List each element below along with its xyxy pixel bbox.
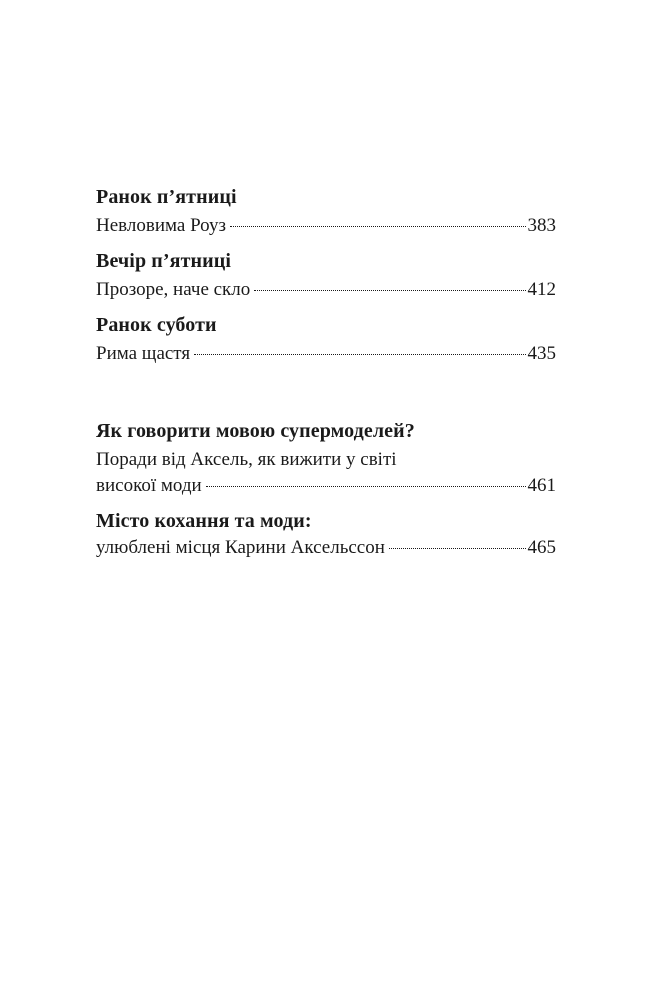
toc-entry[interactable] — [96, 213, 556, 239]
section-heading: Як говорити мовою супермоделей? — [96, 420, 415, 442]
toc-entry[interactable] — [96, 535, 556, 561]
toc-entry-multiline[interactable] — [96, 447, 556, 499]
section-heading: Місто кохання та моди: — [96, 510, 312, 532]
entry-page-number: 465 — [527, 537, 556, 558]
entry-title: Рима щастя — [96, 343, 191, 364]
toc-section — [96, 183, 556, 239]
table-of-contents — [96, 183, 556, 569]
entry-title: Невловима Роуз — [96, 215, 226, 236]
dot-leader — [389, 548, 526, 549]
entry-page-number: 461 — [527, 475, 556, 496]
section-gap — [96, 375, 556, 417]
entry-page-number: 383 — [527, 215, 556, 236]
entry-page-number: 412 — [527, 279, 556, 300]
entry-title: високої моди — [96, 475, 202, 496]
entry-title: улюблені місця Карини Аксельссон — [96, 537, 385, 558]
dot-leader — [254, 290, 525, 291]
entry-title: Прозоре, наче скло — [96, 279, 251, 300]
toc-entry[interactable] — [96, 277, 556, 303]
section-heading: Ранок п’ятниці — [96, 186, 237, 208]
toc-section — [96, 247, 556, 303]
section-heading: Вечір п’ятниці — [96, 250, 232, 272]
entry-page-number: 435 — [527, 343, 556, 364]
toc-entry[interactable] — [96, 341, 556, 367]
dot-leader — [194, 354, 525, 355]
toc-section — [96, 507, 556, 561]
dot-leader — [206, 486, 526, 487]
toc-section — [96, 417, 556, 499]
section-heading: Ранок суботи — [96, 314, 217, 336]
toc-section — [96, 311, 556, 367]
entry-title-line1: Поради від Аксель, як вижити у світі — [96, 449, 397, 470]
dot-leader — [230, 226, 526, 227]
toc-entry — [96, 473, 556, 499]
